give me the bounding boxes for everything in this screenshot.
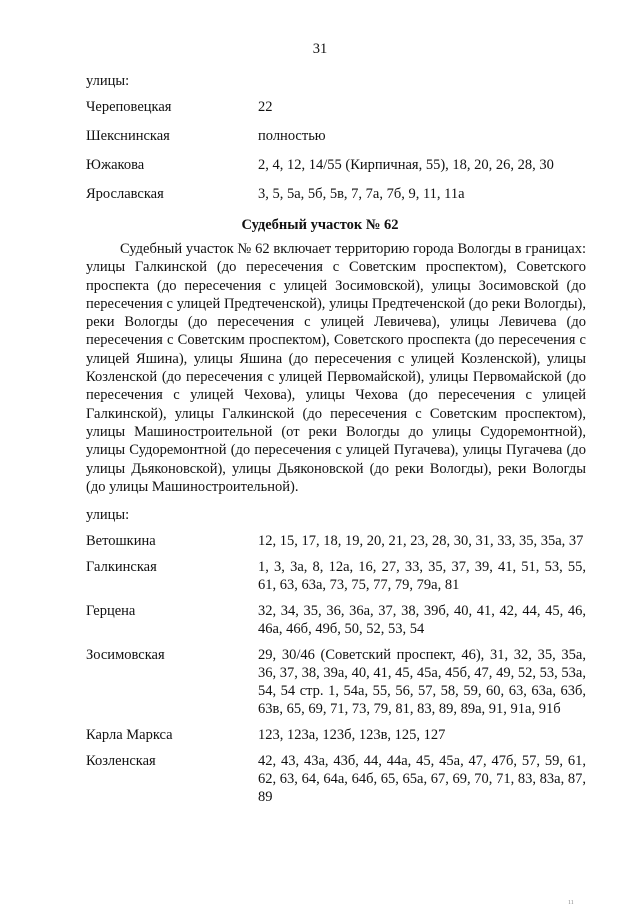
table-row bbox=[86, 98, 586, 127]
page-number: 31 bbox=[312, 41, 328, 57]
table-row bbox=[86, 185, 586, 214]
house-numbers: 2, 4, 12, 14/55 (Кирпичная, 55), 18, 20, 26, 28, 30 bbox=[258, 157, 554, 173]
streets-label: улицы: bbox=[86, 73, 130, 89]
house-numbers: 3, 5, 5а, 5б, 5в, 7, 7а, 7б, 9, 11, 11а bbox=[258, 186, 465, 202]
table-row bbox=[86, 646, 586, 718]
street-name: Южакова bbox=[86, 157, 145, 173]
street-name: Карла Маркса bbox=[86, 727, 173, 743]
table-row bbox=[86, 752, 586, 806]
table-row bbox=[86, 127, 586, 156]
table-row bbox=[86, 726, 586, 744]
house-numbers: 123, 123а, 123б, 123в, 125, 127 bbox=[258, 727, 446, 743]
table-row bbox=[86, 602, 586, 638]
street-name: Галкинская bbox=[86, 559, 157, 575]
corner-mark: 11 bbox=[568, 900, 574, 906]
house-numbers: 22 bbox=[258, 99, 273, 115]
house-numbers: 32, 34, 35, 36, 36а, 37, 38, 39б, 40, 41, 42, 44, 45, 46, 46а, 46б, 49б, 50, 52, 53, 54 bbox=[258, 603, 586, 637]
section-title: Судебный участок № 62 bbox=[241, 217, 399, 233]
house-numbers: 12, 15, 17, 18, 19, 20, 21, 23, 28, 30, 31, 33, 35, 35а, 37 bbox=[258, 533, 584, 549]
house-numbers: 1, 3, 3а, 8, 12а, 16, 27, 33, 35, 37, 39, 41, 51, 53, 55, 61, 63, 63а, 73, 75, 77, 79, 79а, 81 bbox=[258, 559, 586, 593]
street-name: Зосимовская bbox=[86, 647, 165, 663]
table-row bbox=[86, 156, 586, 185]
streets-table-top bbox=[86, 98, 586, 214]
street-name: Ветошкина bbox=[86, 533, 156, 549]
street-name: Ярославская bbox=[86, 186, 164, 202]
street-name: Герцена bbox=[86, 603, 136, 619]
streets-label-section: улицы: bbox=[86, 507, 130, 523]
house-numbers: 29, 30/46 (Советский проспект, 46), 31, 32, 35, 35а, 36, 37, 38, 39а, 40, 41, 45, 45а, 45б, 47, 49, 52, 53, 53а, 54, 54 стр. 1, 54а, 55, 56, 57, 58, 59, 60, 63, 63а, 63б, 63в, 65, 69, 71, 73, 79, 81, 83, 89, 89а, 91, 91а, 91б bbox=[258, 647, 586, 717]
street-name: Козленская bbox=[86, 753, 156, 769]
table-row bbox=[86, 532, 586, 550]
section-paragraph: Судебный участок № 62 включает территорию города Вологды в границах: улицы Галкинской (до пересечения с Советским проспектом), Советского проспекта (до пересечения с улицей Зосимовской), улицы Зосимовской (до пересечения с улицей Предтеченской), улицы Предтеченской (до реки Вологды), реки Вологды (до пересечения с улицей Левичева), улицы Левичева (до пересечения с Советским проспектом), Советского проспекта (до пересечения с улицей Яшина), улицы Яшина (до пересечения с улицей Козленской), улицы Козленской (до пересечения с улицей Первомайской), улицы Первомайской (до пересечения с улицей Чехова), улицы Чехова (до пересечения с улицей Галкинской), улицы Галкинской (до пересечения с Советским проспектом), улицы Машиностроительной (от реки Вологды до улицы Судоремонтной), улицы Судоремонтной (до пересечения с улицей Пугачева), улицы Пугачева (до улицы Дьяконовской), улицы Дьяконовской (до реки Вологды), реки Вологды (до улицы Машиностроительной). bbox=[86, 241, 586, 495]
house-numbers: 42, 43, 43а, 43б, 44, 44а, 45, 45а, 47, 47б, 57, 59, 61, 62, 63, 64, 64а, 64б, 65, 65а, 67, 69, 70, 71, 83, 83а, 87, 89 bbox=[258, 753, 586, 805]
streets-table-section bbox=[86, 532, 586, 814]
table-row bbox=[86, 558, 586, 594]
house-numbers: полностью bbox=[258, 128, 326, 144]
street-name: Череповецкая bbox=[86, 99, 172, 115]
street-name: Шекснинская bbox=[86, 128, 170, 144]
